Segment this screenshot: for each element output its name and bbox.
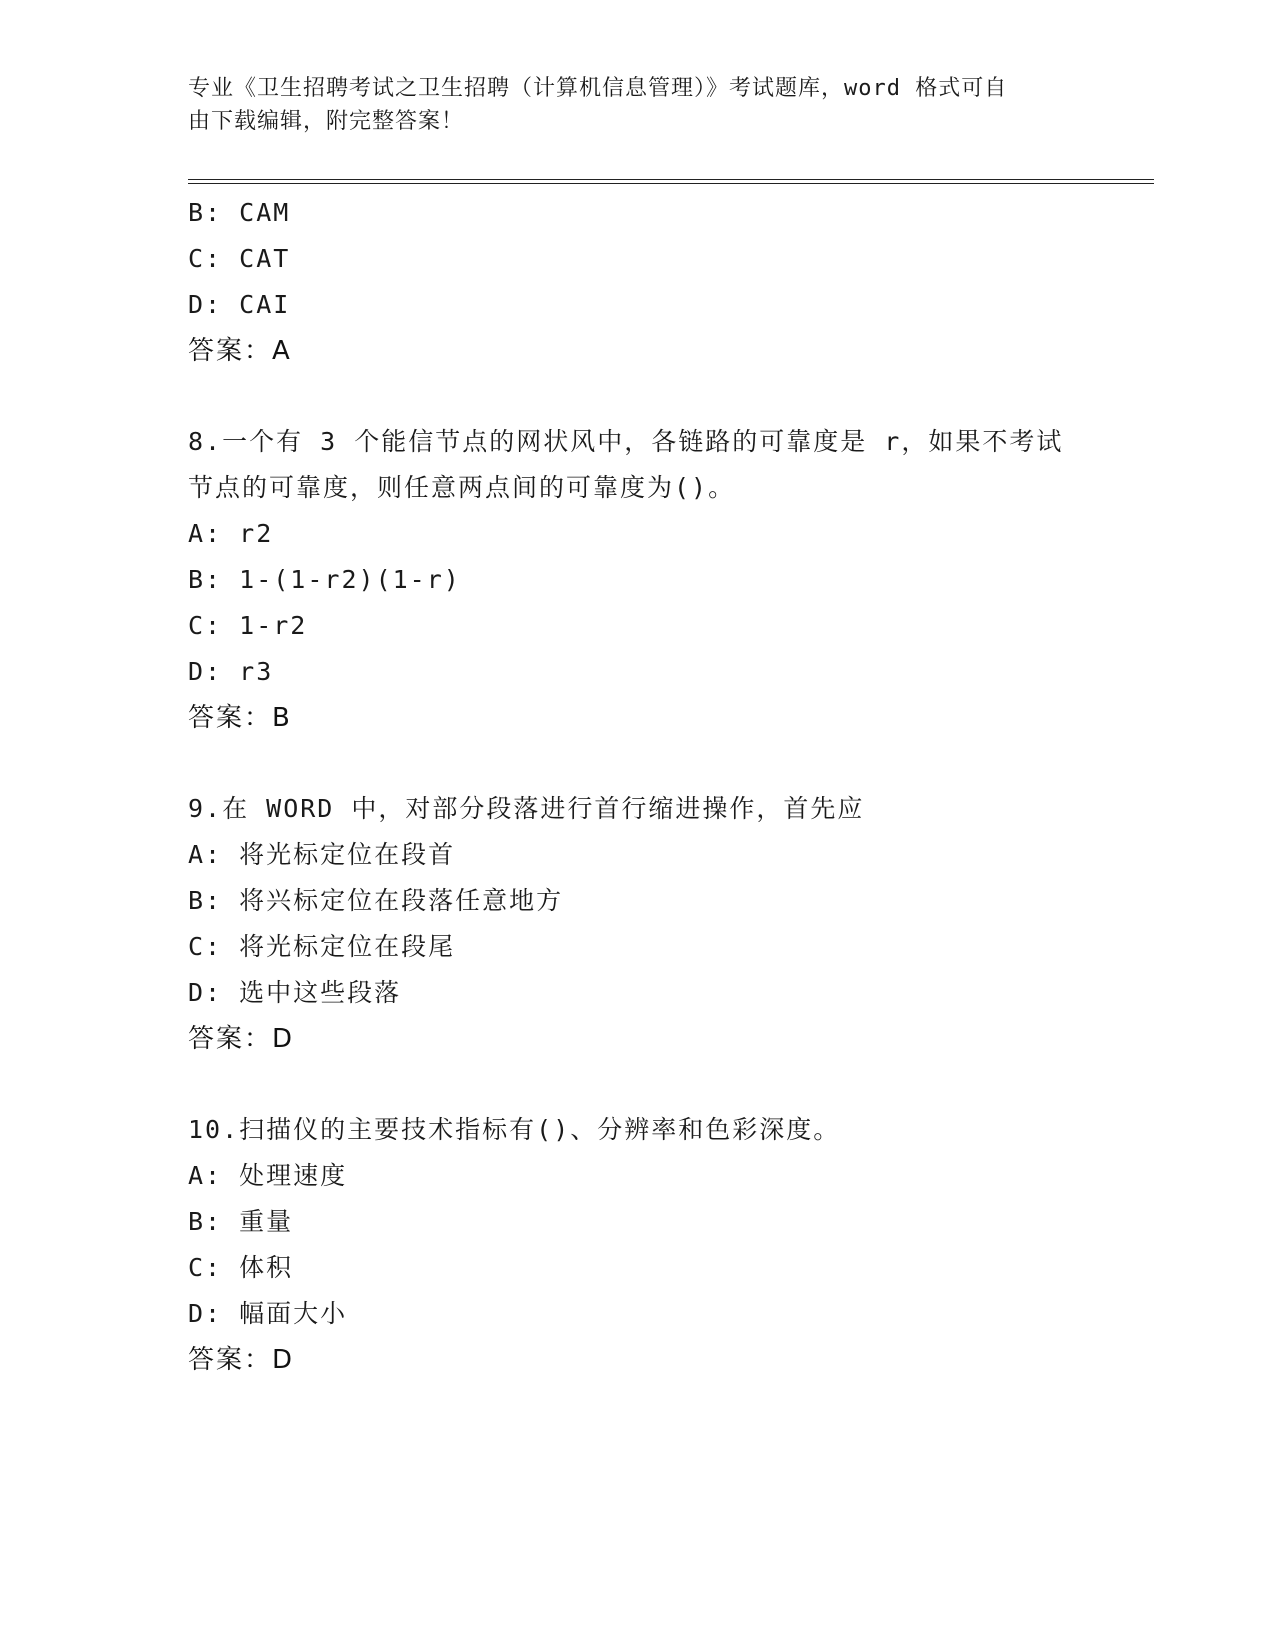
- header-divider: [188, 179, 1154, 184]
- question-8: [188, 419, 1088, 741]
- option-d: D: 选中这些段落: [188, 978, 402, 1007]
- header-line-1: 专业《卫生招聘考试之卫生招聘（计算机信息管理）》考试题库，word 格式可自: [188, 76, 1008, 101]
- document-header: [188, 72, 1068, 138]
- question-9: [188, 786, 1088, 1062]
- spacer: [188, 741, 1088, 786]
- question-stem: 10.扫描仪的主要技术指标有()、分辨率和色彩深度。: [188, 1115, 841, 1144]
- option-b: B: 1-(1-r2)(1-r): [188, 565, 461, 594]
- answer: 答案：D: [188, 1345, 295, 1375]
- option-a: A: r2: [188, 519, 274, 548]
- option-c: C: CAT: [188, 244, 291, 273]
- option-c: C: 将光标定位在段尾: [188, 932, 456, 961]
- spacer: [188, 1062, 1088, 1107]
- header-line-2: 由下载编辑，附完整答案！: [188, 109, 465, 134]
- option-b: B: 将兴标定位在段落任意地方: [188, 886, 564, 915]
- answer: 答案：B: [188, 703, 292, 733]
- question-10: [188, 1107, 1088, 1383]
- question-stem-continued: 节点的可靠度，则任意两点间的可靠度为()。: [188, 473, 736, 502]
- option-b: B: CAM: [188, 198, 291, 227]
- question-7: [188, 190, 1088, 374]
- option-d: D: 幅面大小: [188, 1299, 348, 1328]
- option-d: D: CAI: [188, 290, 291, 319]
- option-c: C: 体积: [188, 1253, 294, 1282]
- question-stem: 9.在 WORD 中，对部分段落进行首行缩进操作，首先应: [188, 794, 865, 823]
- option-a: A: 处理速度: [188, 1161, 348, 1190]
- answer: 答案：A: [188, 336, 292, 366]
- answer: 答案：D: [188, 1024, 295, 1054]
- option-a: A: 将光标定位在段首: [188, 840, 456, 869]
- question-stem: 8.一个有 3 个能信节点的网状风中，各链路的可靠度是 r，如果不考试: [188, 427, 1064, 456]
- option-b: B: 重量: [188, 1207, 294, 1236]
- question-list: [188, 190, 1088, 1383]
- option-c: C: 1-r2: [188, 611, 308, 640]
- spacer: [188, 374, 1088, 419]
- option-d: D: r3: [188, 657, 274, 686]
